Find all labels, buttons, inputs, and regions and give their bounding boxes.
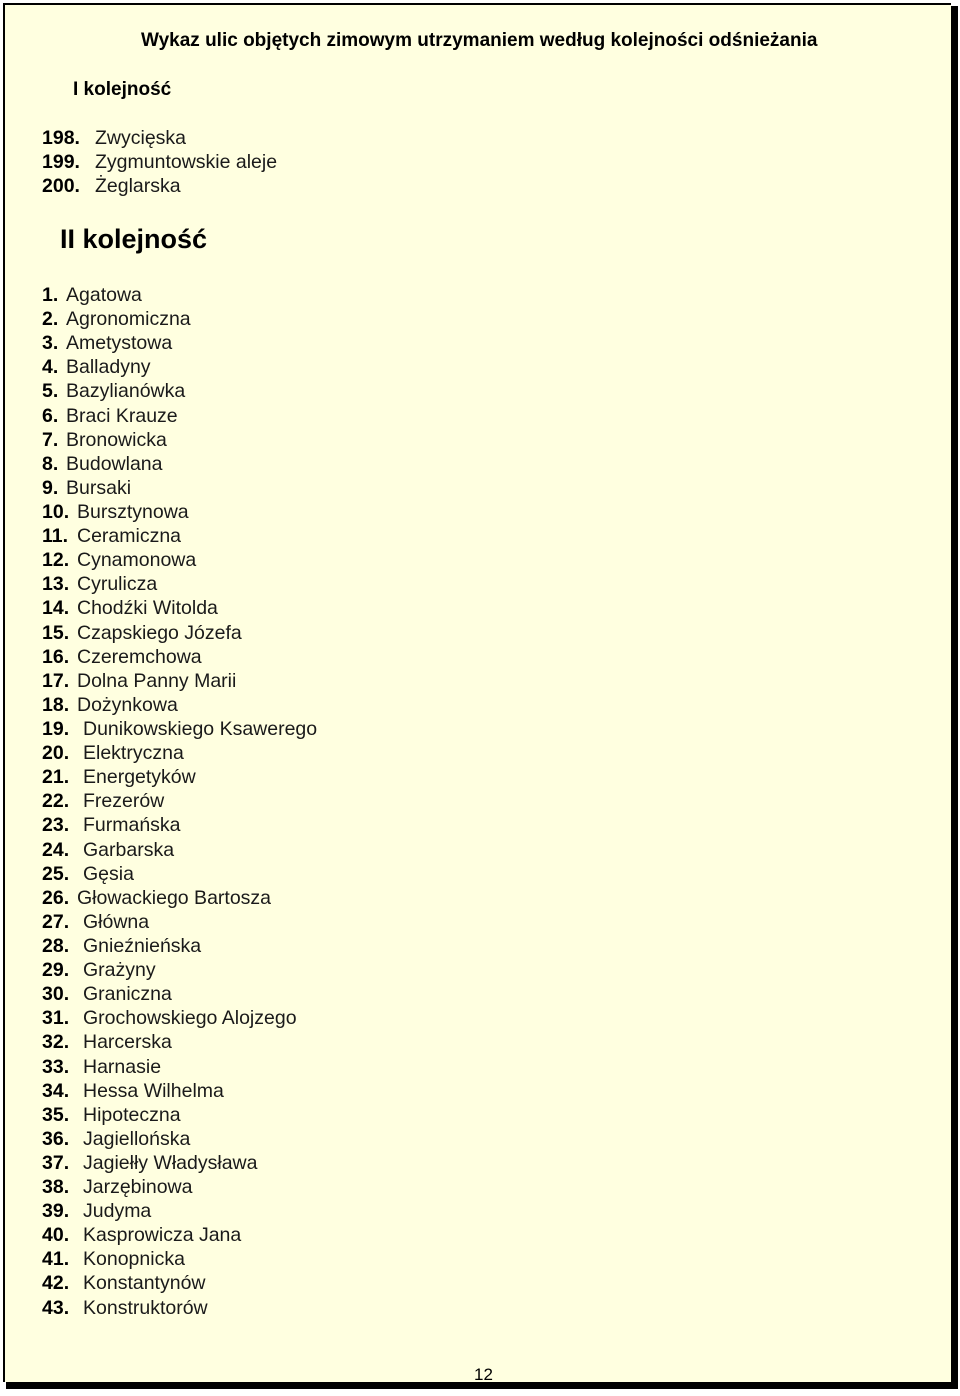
list-item — [42, 404, 317, 428]
list-item — [42, 862, 317, 886]
list-item — [42, 741, 317, 765]
list-item — [42, 524, 317, 548]
list-item — [42, 126, 277, 150]
item-number: 20. — [42, 742, 70, 765]
street-name: Gęsia — [83, 862, 134, 885]
item-number: 1. — [42, 284, 59, 306]
street-name: Czeremchowa — [77, 645, 202, 668]
item-number: 198. — [42, 127, 80, 149]
street-name: Dolna Panny Marii — [77, 669, 237, 692]
item-number: 9. — [42, 476, 59, 499]
list-item — [42, 693, 317, 717]
list-item — [42, 1127, 317, 1151]
list-item — [42, 934, 317, 958]
page-shadow-right — [951, 6, 958, 1389]
street-name: Balladyny — [66, 356, 151, 379]
street-name: Harnasie — [83, 1055, 162, 1078]
street-name: Bursaki — [66, 476, 132, 499]
list-item — [42, 886, 317, 910]
street-name: Agronomiczna — [66, 308, 191, 331]
item-number: 39. — [42, 1200, 70, 1223]
item-number: 2. — [42, 308, 59, 331]
document-title: Wykaz ulic objętych zimowym utrzymaniem według kolejności odśnieżania — [141, 30, 818, 51]
item-number: 37. — [42, 1151, 70, 1174]
item-number: 18. — [42, 693, 70, 716]
list-item — [42, 1151, 317, 1175]
street-name: Dunikowskiego Ksawerego — [83, 717, 318, 740]
page-number: 12 — [474, 1365, 493, 1384]
item-number: 28. — [42, 934, 70, 957]
list-item — [42, 1103, 317, 1127]
item-number: 19. — [42, 717, 70, 740]
item-number: 24. — [42, 838, 70, 861]
item-number: 26. — [42, 886, 70, 909]
item-number: 21. — [42, 766, 70, 789]
list-item — [42, 838, 317, 862]
street-name: Garbarska — [83, 838, 175, 861]
street-name: Graniczna — [83, 983, 172, 1006]
item-number: 8. — [42, 452, 59, 475]
street-name: Główna — [83, 910, 150, 933]
item-number: 3. — [42, 332, 59, 355]
list-item — [42, 428, 317, 452]
item-number: 23. — [42, 814, 70, 837]
street-name: Energetyków — [83, 766, 196, 789]
item-number: 40. — [42, 1224, 70, 1247]
street-name: Żeglarska — [95, 175, 181, 198]
item-number: 199. — [42, 151, 80, 174]
item-number: 14. — [42, 597, 70, 620]
street-name: Braci Krauze — [66, 404, 178, 427]
street-name: Grażyny — [83, 959, 156, 982]
list-item — [42, 307, 317, 331]
item-number: 41. — [42, 1248, 70, 1271]
street-name: Cyrulicza — [77, 573, 158, 596]
list-item — [42, 1079, 317, 1103]
item-number: 30. — [42, 983, 70, 1006]
list-item — [42, 476, 317, 500]
street-name: Zwycięska — [95, 127, 187, 149]
list-item — [42, 1055, 317, 1079]
street-name: Judyma — [83, 1200, 152, 1223]
street-name: Frezerów — [83, 790, 165, 813]
second-priority-street-list — [42, 283, 317, 1320]
street-name: Chodźki Witolda — [77, 597, 218, 620]
street-name: Grochowskiego Alojzego — [83, 1007, 297, 1030]
list-item — [42, 548, 317, 572]
street-name: Budowlana — [66, 452, 163, 475]
item-number: 15. — [42, 621, 70, 644]
item-number: 13. — [42, 573, 70, 596]
item-number: 36. — [42, 1127, 70, 1150]
street-name: Hessa Wilhelma — [83, 1079, 224, 1102]
street-name: Konstruktorów — [83, 1296, 208, 1319]
list-item — [42, 982, 317, 1006]
list-item — [42, 669, 317, 693]
list-item — [42, 174, 277, 198]
street-name: Agatowa — [66, 284, 142, 306]
list-item — [42, 355, 317, 379]
list-item — [42, 958, 317, 982]
item-number: 16. — [42, 645, 70, 668]
street-name: Jarzębinowa — [83, 1176, 193, 1199]
list-item — [42, 1247, 317, 1271]
item-number: 38. — [42, 1176, 70, 1199]
street-name: Konopnicka — [83, 1248, 185, 1271]
list-item — [42, 150, 277, 174]
list-item — [42, 1030, 317, 1054]
item-number: 200. — [42, 175, 80, 198]
list-item — [42, 596, 317, 620]
street-name: Furmańska — [83, 814, 181, 837]
street-name: Dożynkowa — [77, 693, 178, 716]
item-number: 10. — [42, 500, 70, 523]
street-name: Elektryczna — [83, 742, 184, 765]
item-number: 5. — [42, 380, 59, 403]
street-name: Hipoteczna — [83, 1103, 181, 1126]
item-number: 25. — [42, 862, 70, 885]
list-item — [42, 813, 317, 837]
list-item — [42, 1223, 317, 1247]
street-name: Bazylianówka — [66, 380, 186, 403]
item-number: 27. — [42, 910, 70, 933]
item-number: 42. — [42, 1272, 70, 1295]
item-number: 4. — [42, 356, 59, 379]
list-item — [42, 1271, 317, 1295]
list-item — [42, 500, 317, 524]
list-item — [42, 1296, 317, 1320]
list-item — [42, 1175, 317, 1199]
list-item — [42, 379, 317, 403]
list-item — [42, 572, 317, 596]
list-item — [42, 717, 317, 741]
street-name: Zygmuntowskie aleje — [95, 151, 278, 174]
list-item — [42, 1006, 317, 1030]
street-name: Ceramiczna — [77, 525, 182, 548]
street-name: Bursztynowa — [77, 500, 189, 523]
item-number: 12. — [42, 549, 70, 572]
list-item — [42, 1199, 317, 1223]
street-name: Kasprowicza Jana — [83, 1224, 242, 1247]
item-number: 34. — [42, 1079, 70, 1102]
street-name: Gnieźnieńska — [83, 934, 202, 957]
item-number: 31. — [42, 1007, 70, 1030]
street-name: Harcerska — [83, 1031, 172, 1054]
street-name: Konstantynów — [83, 1272, 206, 1295]
list-item — [42, 621, 317, 645]
item-number: 17. — [42, 669, 70, 692]
list-item — [42, 789, 317, 813]
list-item — [42, 765, 317, 789]
item-number: 35. — [42, 1103, 70, 1126]
street-name: Ametystowa — [66, 332, 173, 355]
street-name: Czapskiego Józefa — [77, 621, 242, 644]
street-name: Jagiełły Władysława — [83, 1151, 258, 1174]
item-number: 33. — [42, 1055, 70, 1078]
item-number: 7. — [42, 428, 59, 451]
item-number: 43. — [42, 1296, 70, 1319]
list-item — [42, 331, 317, 355]
street-name: Cynamonowa — [77, 549, 197, 572]
item-number: 32. — [42, 1031, 70, 1054]
section-heading-second-priority: II kolejność — [60, 224, 208, 254]
section-heading-first-priority: I kolejność — [73, 79, 172, 100]
street-name: Jagiellońska — [83, 1127, 191, 1150]
list-item — [42, 910, 317, 934]
first-priority-street-list — [42, 126, 277, 198]
list-item — [42, 452, 317, 476]
list-item — [42, 645, 317, 669]
item-number: 22. — [42, 790, 70, 813]
street-name: Bronowicka — [66, 428, 167, 451]
street-name: Głowackiego Bartosza — [77, 886, 272, 909]
list-item — [42, 283, 317, 307]
item-number: 11. — [42, 525, 69, 548]
item-number: 29. — [42, 959, 70, 982]
item-number: 6. — [42, 404, 59, 427]
